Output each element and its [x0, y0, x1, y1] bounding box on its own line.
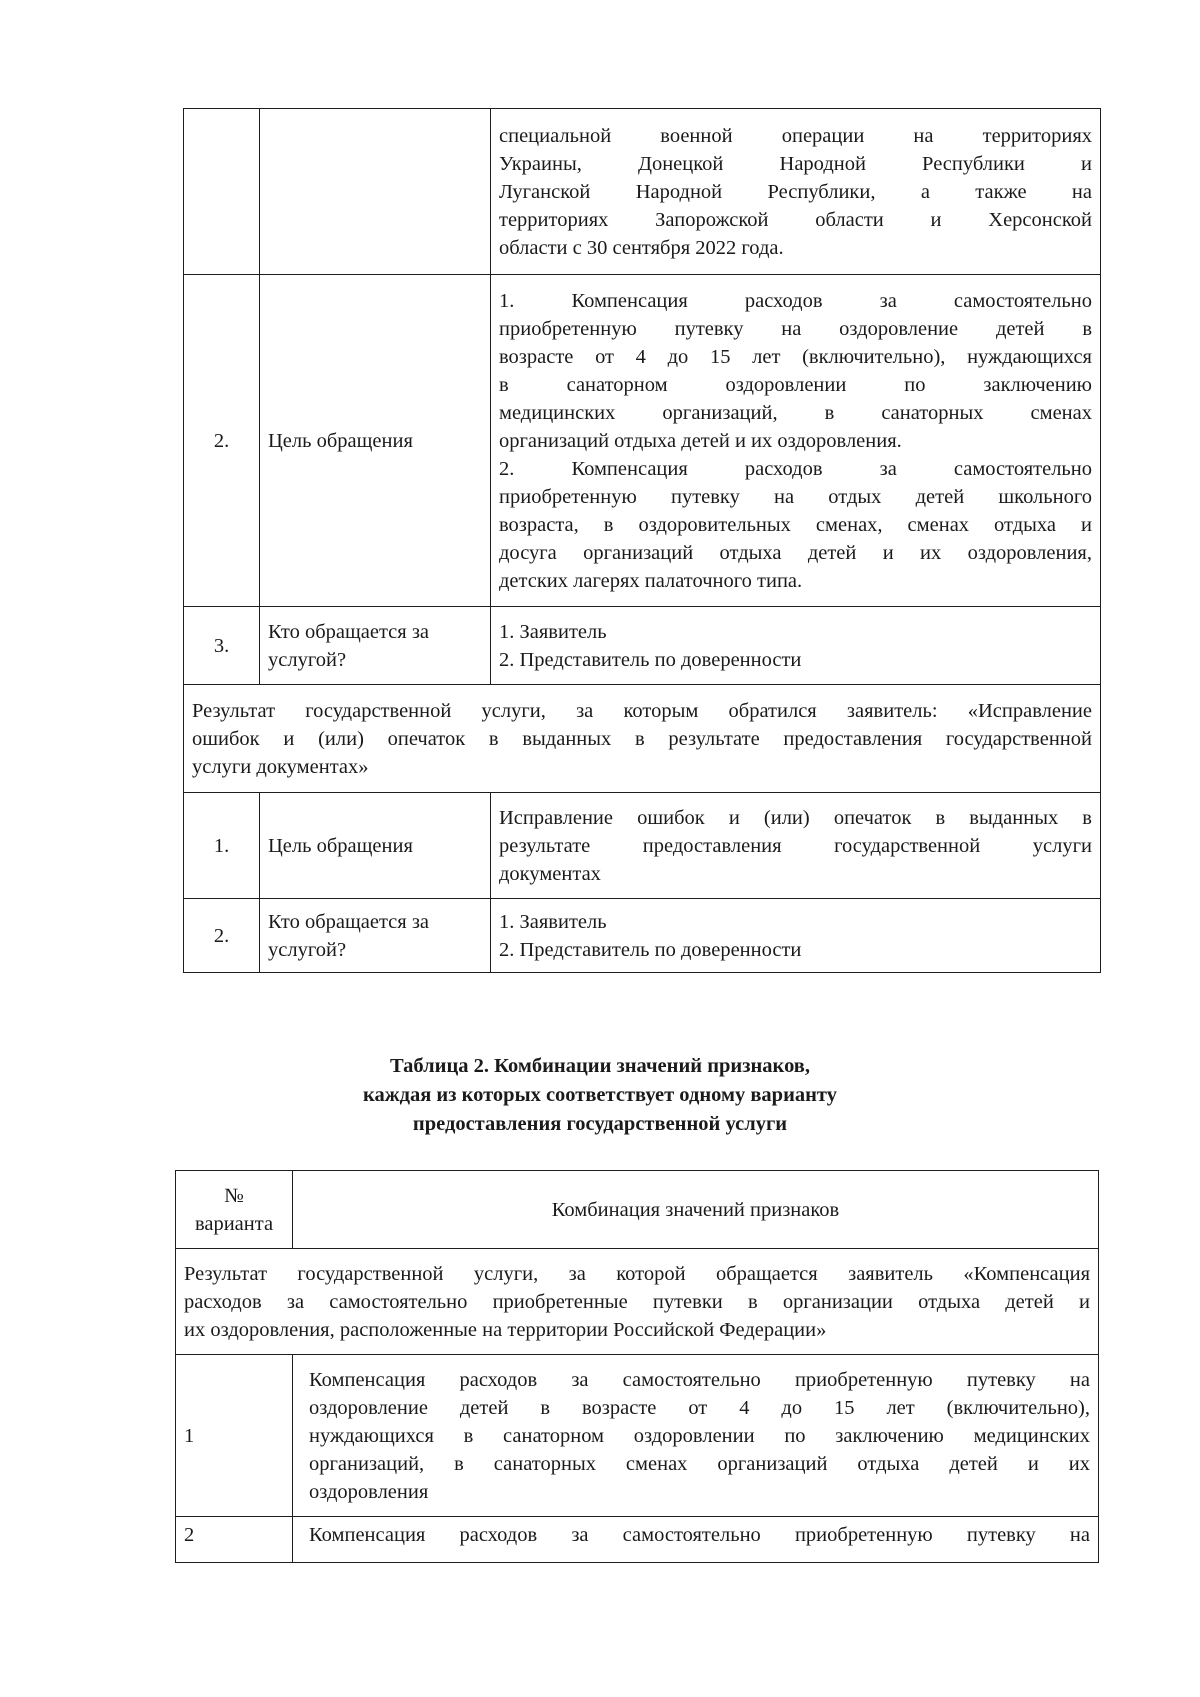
variants-table: [175, 1170, 1099, 1563]
purpose-cell: 1. Компенсация расходов за самостоятельно приобретенную путевку на оздоровление детей в возрасте от 4 до 15 лет (включительно), нуждающихся в санаторном оздоровлении по заключению медицинских организаций, в санаторных сменах организаций отдыха детей и их оздоровления. 2. Компенсация расходов за самостоятельно приобретенную путевку на отдых детей школьного возраста, в оздоровительных сменах, сменах отдыха и досуга организаций отдыха детей и их оздоровления, детских лагерях палаточного типа.: [491, 275, 1101, 607]
row-number: 3.: [184, 607, 260, 685]
variant-number: 1: [176, 1355, 293, 1517]
table-caption: Таблица 2. Комбинации значений признаков, каждая из которых соответствует одному варианту предоставления государственной услуги: [362, 1055, 837, 1135]
table-row: [184, 899, 1101, 973]
table-row: [176, 1249, 1099, 1355]
result-cell: Результат государственной услуги, за которым обратился заявитель: «Исправление ошибок и (или) опечаток в выданных в результате предоставления государственной услуги документах»: [184, 685, 1101, 793]
table-header-row: [176, 1171, 1099, 1249]
table-row: [176, 1355, 1099, 1517]
combination-cell: Компенсация расходов за самостоятельно приобретенную путевку на оздоровление детей в возрасте от 4 до 15 лет (включительно), нуждающихся в санаторном оздоровлении по заключению медицинских организаций, в санаторных сменах организаций отдыха детей и их оздоровления: [293, 1355, 1099, 1517]
correction-cell: Исправление ошибок и (или) опечаток в выданных в результате предоставления государственной услуги документах: [491, 793, 1101, 899]
combination-cell: Компенсация расходов за самостоятельно приобретенную путевку на: [293, 1517, 1099, 1563]
row-label: Кто обращается за услугой?: [260, 899, 491, 973]
row-label: Цель обращения: [260, 793, 491, 899]
variant-number-header: № варианта: [176, 1171, 293, 1249]
row-label: Кто обращается за услугой?: [260, 607, 491, 685]
row-label-cell: [260, 109, 491, 275]
row-number: 2.: [184, 899, 260, 973]
row-label: Цель обращения: [260, 275, 491, 607]
variant-number: 2: [176, 1517, 293, 1563]
table-row: [184, 685, 1101, 793]
table-row: [184, 275, 1101, 607]
combination-header: Комбинация значений признаков: [293, 1171, 1099, 1249]
table-row: [184, 109, 1101, 275]
table-row: [176, 1517, 1099, 1563]
applicant-cell: 1. Заявитель 2. Представитель по доверенности: [491, 899, 1101, 973]
continuation-cell: специальной военной операции на территориях Украины, Донецкой Народной Республики и Луганской Народной Республики, а также на территориях Запорожской области и Херсонской области с 30 сентября 2022 года.: [491, 109, 1101, 275]
applicant-cell: 1. Заявитель 2. Представитель по доверенности: [491, 607, 1101, 685]
row-number-cell: [184, 109, 260, 275]
services-table: [183, 108, 1101, 973]
row-number: 2.: [184, 275, 260, 607]
row-number: 1.: [184, 793, 260, 899]
table-row: [184, 793, 1101, 899]
table-row: [184, 607, 1101, 685]
result-cell: Результат государственной услуги, за которой обращается заявитель «Компенсация расходов за самостоятельно приобретенные путевки в организации отдыха детей и их оздоровления, расположенные на территории Российской Федерации»: [176, 1249, 1099, 1355]
